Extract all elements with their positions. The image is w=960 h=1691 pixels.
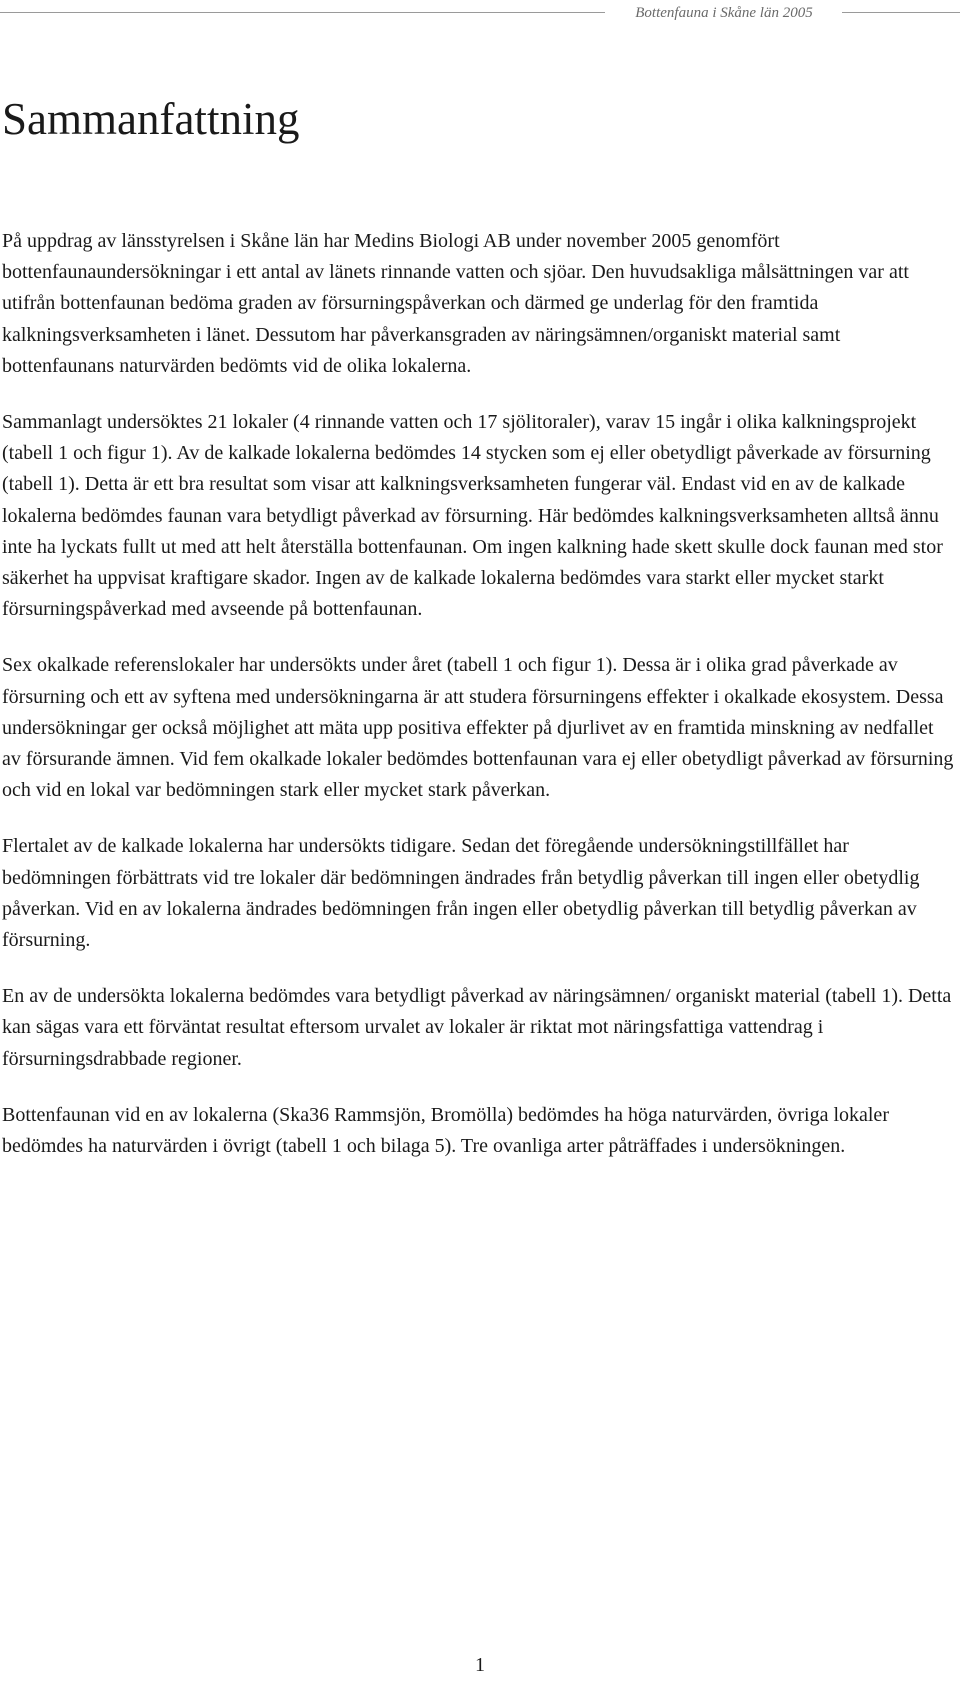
header-rule-right — [842, 12, 960, 13]
page-number: 1 — [475, 1654, 485, 1676]
running-header — [0, 2, 960, 24]
page-title: Sammanfattning — [2, 94, 300, 144]
body-text — [2, 226, 956, 1187]
paragraph-6: Bottenfaunan vid en av lokalerna (Ska36 Rammsjön, Bromölla) bedömdes ha höga naturvärden, övriga lokaler bedömdes ha naturvärden i övrigt (tabell 1 och bilaga 5). Tre ovanliga arter påträffades i undersökningen. — [2, 1103, 889, 1158]
paragraph-5: En av de undersökta lokalerna bedömdes vara betydligt påverkad av näringsämnen/ organiskt material (tabell 1). Detta kan sägas vara ett förväntat resultat eftersom urvalet av lokaler är riktat mot näringsfattiga vattendrag i försurningsdrabbade regioner. — [2, 985, 952, 1070]
header-rule-left — [0, 12, 605, 13]
running-title: Bottenfauna i Skåne län 2005 — [635, 5, 813, 21]
paragraph-2: Sammanlagt undersöktes 21 lokaler (4 rinnande vatten och 17 sjölitoraler), varav 15 ingår i olika kalkningsprojekt (tabell 1 och figur 1). Av de kalkade lokalerna bedömdes 14 stycken som ej eller obetydligt påverkade av försurning (tabell 1). Detta är ett bra resultat som visar att kalkningsverksamheten fungerar väl. Endast vid en av de kalkade lokalerna bedömdes faunan vara betydligt påverkad av försurning. Här bedömdes kalkningsverksamheten alltså ännu inte ha lyckats fullt ut med att helt återställa bottenfaunan. Om ingen kalkning hade skett skulle dock faunan med stor säkerhet ha uppvisat kraftigare skador. Ingen av de kalkade lokalerna bedömdes vara starkt eller mycket starkt försurningspåverkad med avseende på bottenfaunan. — [2, 411, 943, 621]
paragraph-3: Sex okalkade referenslokaler har undersökts under året (tabell 1 och figur 1). Dessa är i olika grad påverkade av försurning och ett av syftena med undersökningarna är att studera försurningens effekter i okalkade ekosystem. Dessa undersökningar ger också möjlighet att mäta upp positiva effekter på djurlivet av en framtida minskning av nedfallet av försurande ämnen. Vid fem okalkade lokaler bedömdes bottenfaunan vara ej eller obetydligt påverkad av försurning och vid en lokal var bedömningen stark eller mycket stark påverkan. — [2, 654, 954, 802]
paragraph-1: På uppdrag av länsstyrelsen i Skåne län har Medins Biologi AB under november 2005 genomfört bottenfaunaundersökningar i ett antal av länets rinnande vatten och sjöar. Den huvudsakliga målsättningen var att utifrån bottenfaunan bedöma graden av försurningspåverkan och därmed ge underlag för den framtida kalkningsverksamheten i länet. Dessutom har påverkansgraden av näringsämnen/organiskt material samt bottenfaunans naturvärden bedömts vid de olika lokalerna. — [2, 230, 909, 377]
paragraph-4: Flertalet av de kalkade lokalerna har undersökts tidigare. Sedan det föregående undersökningstillfället har bedömningen förbättrats vid tre lokaler där bedömningen ändrades från betydlig påverkan till ingen eller obetydlig påverkan. Vid en av lokalerna ändrades bedömningen från ingen eller obetydlig påverkan till betydlig påverkan av försurning. — [2, 835, 920, 952]
